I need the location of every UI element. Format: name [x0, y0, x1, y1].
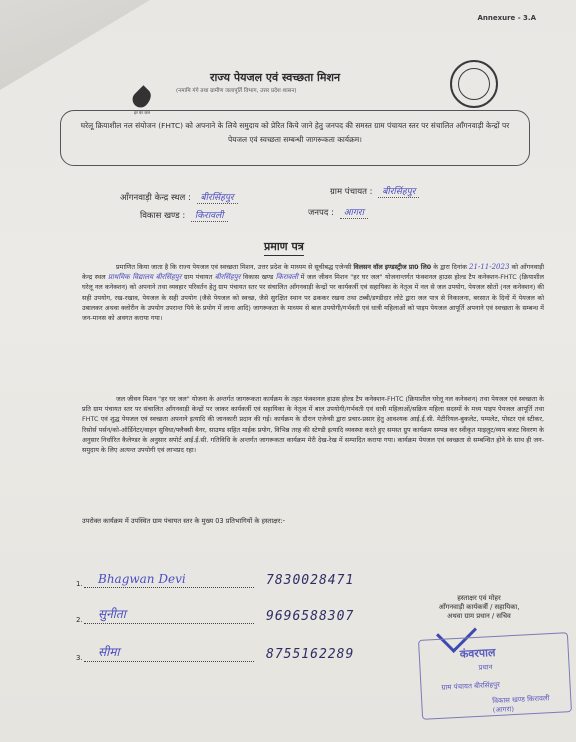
para1-text-e: विकास खण्ड [243, 273, 274, 282]
org-subtitle: (नमामि गंगे तथा ग्रामीण जलापूर्ति विभाग, उत्तर प्रदेश शासन) [176, 88, 297, 94]
signatory-line-2: आँगनवाड़ी कार्यकर्त्री / सहायिका, [438, 603, 520, 611]
gram-value: बीरसिंहपुर [378, 187, 419, 198]
gram-label: ग्राम पंचायत : [330, 187, 373, 197]
block-field [140, 208, 228, 221]
participant-signature: Bhagwan Devi [98, 572, 186, 586]
program-banner: घरेलू क्रियाशील नल संयोजन (FHTC) को अपनाने के लिये समुदाय को प्रेरित किये जाने हेतु जनपद की समस्त ग्राम पंचायत स्तर पर संचालित आँगनवाड़ी केन्द्रों पर पेयजल एवं स्वच्छता सम्बन्धी जागरूकता कार्यक्रम। [60, 110, 530, 166]
signature-line [84, 587, 254, 588]
participant-row [76, 642, 396, 664]
participant-signature: सीमा [98, 645, 120, 659]
up-govt-emblem-icon [450, 60, 498, 108]
participant-number: 2. [76, 616, 83, 624]
para1-text-c: को आँगनवाड़ी केन्द्र स्थल [82, 263, 545, 282]
block-value: किरावली [191, 211, 228, 222]
participant-signature: सुनीता [98, 607, 126, 621]
water-drop-icon [129, 85, 154, 110]
page-fold [0, 0, 150, 90]
district-field [308, 205, 368, 218]
para1-text-f: में जल जीवन मिशन "हर घर जल" योजनान्तर्गत फंक्शनल हाउस होल्ड टैप कनेक्शन-FHTC (क्रियाशील घरेलू नल कनेक्शन) को अपनाने तथा व्यवहार परिवर्तन हेतु ग्राम पंचायत स्तर पर संचालित आँगनवाड़ी केन्द्रों पर कार्यकर्त्री एवं सहायिका के नेतृत्व में नल से जल उपयोग, पेयजल स्रोतों (नल कनेक्शन) की सही उपयोग, रख-रखाव, पेयजल के सही उपयोग (जैसे पेयजल को स्वच्छ, जैसे सुरक्षित स्थान पर ढककर रखना तथा टब्बी/डण्डीदार लोटे द्वारा जल पात्र से निकालना, बरसात के दिनों में पेयजल को उबालकर अथवा क्लोरीन के उपयोग उपरान्त पिये के प्रयोग में लाना आदि) जागरूकता के माध्यम से बाल उपयोगी/गर्भवती एवं धात्री महिलाओं को पाइप पेयजल आपूर्ति अपनाने एवं स्वच्छता के सम्बन्ध में जन-मानस को अवगत कराया गया। [82, 273, 544, 323]
stamp-line-4: विकास खण्ड किरावली (आगरा) [492, 694, 550, 715]
participant-row [76, 604, 396, 626]
signature-line [84, 623, 254, 624]
org-title: राज्य पेयजल एवं स्वच्छता मिशन [210, 71, 341, 84]
certificate-title: प्रमाण पत्र [264, 239, 304, 256]
participant-phone: 7830028471 [266, 573, 355, 588]
block-label: विकास खण्ड : [140, 211, 186, 221]
annexure-label: Annexure - 3.A [477, 14, 536, 22]
official-stamp [418, 632, 572, 720]
centre-label: आँगनवाड़ी केन्द्र स्थल : [120, 193, 191, 203]
district-value: आगरा [340, 208, 368, 219]
signatory-block [414, 594, 544, 621]
event-date: 21-11-2023 [469, 263, 510, 271]
participant-phone: 8755162289 [266, 647, 355, 662]
certificate-paragraph-2: जल जीवन मिशन "हर घर जल" योजना के अन्तर्गत जागरूकता कार्यक्रम के तहत फंक्शनल हाउस होल्ड टैप कनेक्शन-FHTC (क्रियाशील घरेलू नल कनेक्शन) तथा पेयजल एवं स्वच्छता के प्रति ग्राम पंचायत स्तर पर संचालित आँगनवाड़ी केन्द्रों पर जाकर कार्यकर्त्री एवं सहायिका के नेतृत्व में बाल उपयोगी/गर्भवती एवं धात्री महिलाओं/सक्रिय महिला सदस्यों के मध्य पाइप पेयजल आपूर्ति तथा FHTC एवं शुद्ध पेयजल एवं स्वच्छता अपनाने इत्यादि की जानकारी प्रदान की गई। कार्यक्रम के दौरान एजेन्सी द्वारा प्रचार-प्रसार हेतु आवश्यक आई.ई.सी. मेटीरियल-बुकलेट, पम्पलेट, पोस्टर एवं स्टीकर, रिसोर्स पर्सन/को-ऑर्डिनेटर/वाहन सुविधा/फ्लैक्सी बैनर, साउण्ड सहित माईक प्रयोग, विभिन्न तरह की स्टेण्डी इत्यादि व्यवस्था करते हुए समस्त ग्रुप कार्यक्रम सम्पन्न कर स्वीकृत माइलुट/व्यय बजट विवरण के अनुसार निर्धारित कैलेण्डर के अनुसार सपोर्ट आई.ई.सी. गतिविधि के अन्तर्गत जागरूकता कार्यक्रम मेरी देख-रेख में सम्पादित कराया गया। कार्यक्रम पेयजल एवं स्वच्छता से सम्बन्धित होने के साथ ही जन-समुदाय के लिए अत्यन्त उपयोगी एवं लाभप्रद रहा। [82, 395, 544, 455]
centre-value: बीरसिंहपुर [197, 193, 238, 204]
para1-block: किरावली [275, 273, 299, 282]
participant-row [76, 568, 396, 590]
participant-number: 1. [76, 580, 83, 588]
signature-line [84, 661, 254, 662]
district-label: जनपद : [308, 208, 334, 218]
participant-phone: 9696588307 [266, 609, 355, 624]
centre-field [120, 190, 238, 203]
logo-caption: हर घर जल [134, 110, 150, 115]
certificate-paragraph-1 [82, 262, 544, 323]
stamp-role: प्रधान [478, 663, 493, 672]
participant-number: 3. [76, 654, 83, 662]
signature-intro: उपरोक्त कार्यक्रम में उपस्थित ग्राम पंचायत स्तर के मुख्य 03 प्रतिभागियों के हस्ताक्षर:- [82, 517, 286, 525]
para1-text-b: के द्वारा दिनांक [433, 263, 467, 271]
gram-field [330, 184, 419, 197]
para1-text-a: प्रमाणित किया जाता है कि राज्य पेयजल एवं स्वच्छता मिशन, उत्तर प्रदेश के माध्यम से सूचीबद्ध एजेन्सी [116, 263, 352, 271]
signatory-line-1: हस्ताक्षर एवं मोहर [457, 594, 501, 602]
agency-name: विलसन वॉल इण्डस्ट्रीज प्रा0 लि0 [353, 263, 432, 271]
stamp-line-3: ग्राम पंचायत बीरसिंहपुर [441, 680, 501, 692]
stamp-name: कंवरपाल [459, 645, 496, 661]
para1-text-d: ग्राम पंचायत [184, 273, 213, 282]
para1-gram: बीरसिंहपुर [214, 273, 241, 282]
signatory-line-3: अथवा ग्राम प्रधान / सचिव [447, 612, 511, 620]
para1-centre: प्राथमिक विद्यालय बीरसिंहपुर [108, 273, 182, 282]
